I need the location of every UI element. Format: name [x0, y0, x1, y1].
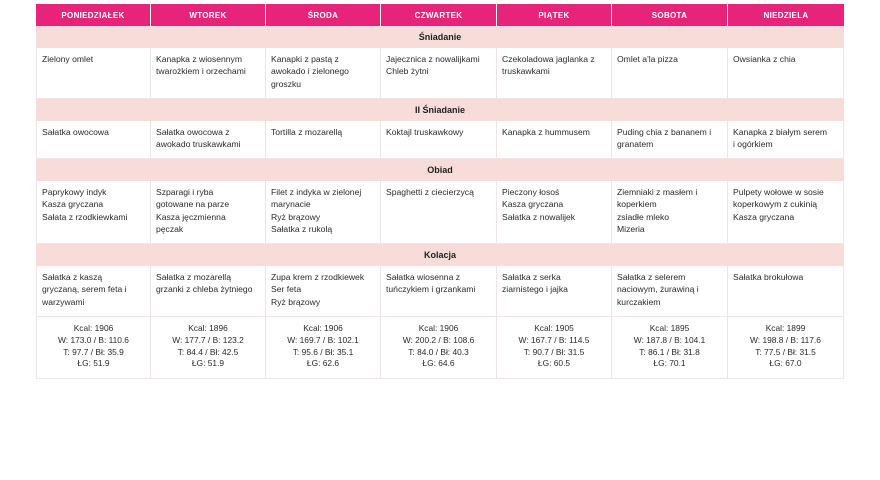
- nutrition-value: W: 198.8 / B: 117.6: [750, 334, 821, 345]
- nutrition-cell: [381, 317, 497, 379]
- meal-cell: [151, 181, 266, 244]
- meal-item-text: Zupa krem z rzodkiewek: [271, 272, 365, 282]
- nutrition-value: W: 177.7 / B: 123.2: [172, 334, 244, 345]
- section-row-obiad: [36, 159, 844, 181]
- meal-item-text: groszku: [271, 78, 302, 89]
- meal-item-text: Pieczony łosoś: [502, 187, 560, 197]
- meal-item-text: Sałatka z kaszą: [42, 272, 103, 282]
- nutrition-value: ŁG: 64.6: [422, 358, 455, 369]
- meal-cell: [151, 121, 266, 159]
- meal-cell: [612, 266, 728, 317]
- meal-item-text: koperkiem: [617, 199, 657, 210]
- meal-item-text: Sałatka z rukolą: [271, 224, 333, 235]
- meal-item-text: Szparagi i ryba: [156, 187, 214, 197]
- meal-item-text: Sałata z rzodkiewkami: [42, 211, 128, 222]
- meal-item-text: Ryż brązowy: [271, 211, 321, 222]
- nutrition-value: T: 86.1 / Bł: 31.8: [639, 346, 700, 357]
- meal-cell: [266, 121, 381, 159]
- nutrition-value: Kcal: 1906: [73, 323, 114, 333]
- meal-item-text: warzywami: [42, 296, 85, 307]
- meal-item-text: Paprykowy indyk: [42, 187, 107, 197]
- meal-row-sniadanie: [36, 48, 844, 99]
- meal-item-text: Jajecznica z nowalijkami: [386, 54, 480, 64]
- meal-row-kolacja: [36, 266, 844, 317]
- meal-item-text: Omlet a'la pizza: [617, 54, 678, 64]
- meal-item-text: Kasza gryczana: [733, 211, 795, 222]
- nutrition-value: ŁG: 60.5: [537, 358, 571, 369]
- section-row-kolacja: [36, 244, 844, 266]
- meal-item-text: Kasza jęczmienna: [156, 211, 226, 222]
- meal-item-text: Pulpety wołowe w sosie: [733, 187, 824, 197]
- nutrition-value: T: 90.7 / Bł: 31.5: [523, 346, 585, 357]
- meal-item-text: Kanapka z białym serem: [733, 127, 828, 137]
- nutrition-cell: [266, 317, 381, 379]
- day-header-thursday: CZWARTEK: [381, 4, 497, 26]
- meal-cell: [36, 181, 151, 244]
- section-row-ii-sniadanie: [36, 99, 844, 121]
- day-header-friday: PIĄTEK: [497, 4, 612, 26]
- meal-item-text: Sałatka z selerem: [617, 272, 686, 282]
- meal-item-text: Ziemniaki z masłem i: [617, 187, 698, 197]
- meal-item-text: grzanki z chleba żytniego: [156, 284, 253, 295]
- section-title: Śniadanie: [36, 26, 844, 48]
- section-title: Kolacja: [36, 244, 844, 266]
- nutrition-value: T: 95.6 / Bł: 35.1: [292, 346, 354, 357]
- nutrition-cell: [497, 317, 612, 379]
- nutrition-value: ŁG: 67.0: [769, 358, 802, 369]
- day-header-tuesday: WTOREK: [151, 4, 266, 26]
- nutrition-value: T: 77.5 / Bł: 31.5: [755, 346, 816, 357]
- meal-cell: [36, 48, 151, 99]
- nutrition-value: T: 97.7 / Bł: 35.9: [63, 346, 124, 357]
- meal-item-text: kurczakiem: [617, 296, 661, 307]
- meal-item-text: Sałatka wiosenna z: [386, 272, 461, 282]
- meal-item-text: awokado truskawkami: [156, 139, 241, 150]
- meal-row-obiad: [36, 181, 844, 244]
- meal-item-text: Filet z indyka w zielonej: [271, 187, 362, 197]
- meal-cell: [381, 121, 497, 159]
- meal-cell: [36, 266, 151, 317]
- meal-item-text: Ryż brązowy: [271, 296, 321, 307]
- section-title: Obiad: [36, 159, 844, 181]
- meal-cell: [612, 181, 728, 244]
- meal-item-text: Koktajl truskawkowy: [386, 127, 464, 137]
- meal-cell: [266, 48, 381, 99]
- meal-item-text: gotowane na parze: [156, 199, 230, 210]
- meal-item-text: Sałatka z nowalijek: [502, 211, 576, 222]
- meal-item-text: Kasza gryczana: [42, 199, 104, 210]
- meal-item-text: Sałatka owocowa z: [156, 127, 230, 137]
- meal-item-text: Sałatka z serka: [502, 272, 561, 282]
- section-row-sniadanie: [36, 26, 844, 48]
- meal-item-text: Sałatka owocowa: [42, 127, 109, 137]
- nutrition-value: T: 84.4 / Bł: 42.5: [177, 346, 239, 357]
- day-header-saturday: SOBOTA: [612, 4, 728, 26]
- meal-row-ii-sniadanie: [36, 121, 844, 159]
- meal-item-text: i ogórkiem: [733, 139, 773, 150]
- meal-cell: [266, 266, 381, 317]
- nutrition-value: W: 169.7 / B: 102.1: [287, 334, 359, 345]
- meal-item-text: Ser feta: [271, 284, 302, 295]
- day-header-sunday: NIEDZIELA: [728, 4, 844, 26]
- nutrition-cell: [612, 317, 728, 379]
- nutrition-value: Kcal: 1895: [649, 323, 690, 333]
- day-header-row: [36, 4, 844, 26]
- meal-item-text: marynacie: [271, 199, 311, 210]
- meal-cell: [612, 121, 728, 159]
- meal-item-text: awokado i zielonego: [271, 66, 349, 77]
- meal-item-text: Czekoladowa jaglanka z: [502, 54, 595, 64]
- nutrition-value: ŁG: 51.9: [191, 358, 225, 369]
- meal-item-text: Sałatka brokułowa: [733, 272, 804, 282]
- meal-item-text: ziarnistego i jajka: [502, 284, 568, 295]
- meal-cell: [151, 266, 266, 317]
- meal-cell: [612, 48, 728, 99]
- meal-cell: [381, 266, 497, 317]
- nutrition-value: W: 167.7 / B: 114.5: [518, 334, 590, 345]
- meal-item-text: Kasza gryczana: [502, 199, 564, 210]
- meal-item-text: Kanapki z pastą z: [271, 54, 339, 64]
- meal-item-text: Chleb żytni: [386, 66, 429, 77]
- meal-item-text: Kanapka z wiosennym: [156, 54, 242, 64]
- meal-cell: [497, 121, 612, 159]
- meal-item-text: Kanapka z hummusem: [502, 127, 590, 137]
- meal-item-text: Mizeria: [617, 224, 645, 235]
- meal-cell: [497, 266, 612, 317]
- nutrition-value: Kcal: 1905: [534, 323, 574, 333]
- meal-cell: [381, 181, 497, 244]
- meal-cell: [497, 48, 612, 99]
- meal-item-text: Tortilla z mozarellą: [271, 127, 343, 137]
- nutrition-value: Kcal: 1906: [418, 323, 459, 333]
- nutrition-value: ŁG: 70.1: [653, 358, 686, 369]
- meal-item-text: gryczaną, serem feta i: [42, 284, 127, 295]
- nutrition-value: Kcal: 1896: [188, 323, 228, 333]
- meal-item-text: pęczak: [156, 224, 184, 235]
- meal-item-text: tuńczykiem i grzankami: [386, 284, 476, 295]
- nutrition-value: W: 173.0 / B: 110.6: [58, 334, 129, 345]
- meal-item-text: Sałatka z mozarellą: [156, 272, 231, 282]
- nutrition-value: T: 84.0 / Bł: 40.3: [408, 346, 469, 357]
- meal-item-text: truskawkami: [502, 66, 550, 77]
- meal-cell: [497, 181, 612, 244]
- nutrition-value: ŁG: 62.6: [306, 358, 340, 369]
- nutrition-value: Kcal: 1906: [303, 323, 343, 333]
- meal-item-text: zsiadłe mleko: [617, 211, 670, 222]
- meal-cell: [728, 48, 844, 99]
- meal-cell: [728, 121, 844, 159]
- meal-cell: [266, 181, 381, 244]
- meal-item-text: naciowym, żurawiną i: [617, 284, 699, 295]
- day-header-wednesday: ŚRODA: [266, 4, 381, 26]
- meal-item-text: Zielony omlet: [42, 54, 94, 64]
- meal-item-text: Spaghetti z ciecierzycą: [386, 187, 474, 197]
- nutrition-cell: [728, 317, 844, 379]
- meal-cell: [728, 181, 844, 244]
- meal-item-text: granatem: [617, 139, 654, 150]
- nutrition-value: W: 187.8 / B: 104.1: [633, 334, 706, 345]
- meal-item-text: twarożkiem i orzechami: [156, 66, 246, 77]
- nutrition-totals-row: [36, 317, 844, 379]
- meal-item-text: Owsianka z chia: [733, 54, 796, 64]
- day-header-monday: PONIEDZIAŁEK: [36, 4, 151, 26]
- meal-cell: [36, 121, 151, 159]
- nutrition-cell: [151, 317, 266, 379]
- meal-cell: [728, 266, 844, 317]
- meal-item-text: Puding chia z bananem i: [617, 127, 712, 137]
- nutrition-value: W: 200.2 / B: 108.6: [402, 334, 475, 345]
- meal-cell: [381, 48, 497, 99]
- nutrition-value: Kcal: 1899: [765, 323, 806, 333]
- nutrition-value: ŁG: 51.9: [77, 358, 110, 369]
- nutrition-cell: [36, 317, 151, 379]
- meal-cell: [151, 48, 266, 99]
- meal-plan-table: [36, 4, 844, 379]
- section-title: II Śniadanie: [36, 99, 844, 121]
- meal-item-text: koperkowym z cukinią: [733, 199, 818, 210]
